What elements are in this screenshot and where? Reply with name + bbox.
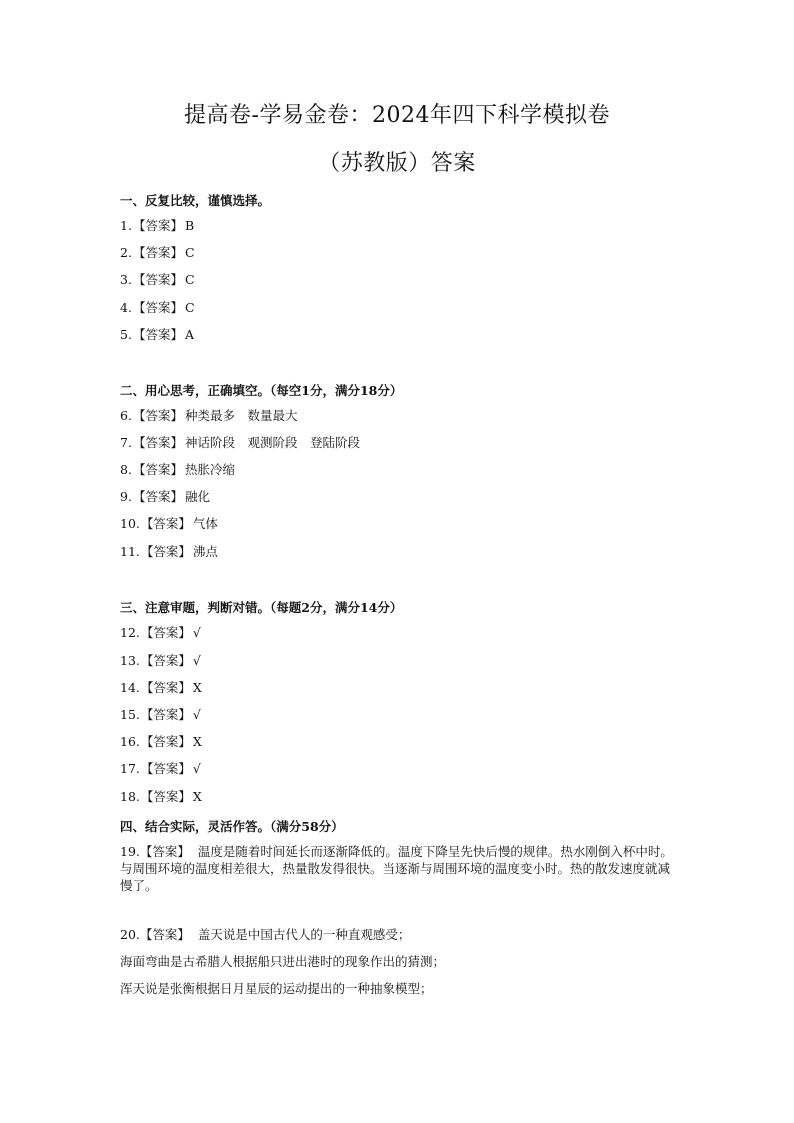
answer-line: 16.【答案】 X	[120, 734, 202, 749]
section-heading-4: 四、结合实际，灵活作答。（满分58分）	[120, 819, 344, 834]
answer-line-20: 20.【答案】 盖天说是中国古代人的一种直观感受；	[120, 927, 411, 942]
section-heading-3: 三、注意审题，判断对错。（每题2分，满分14分）	[120, 600, 403, 615]
answer-line: 9.【答案】 融化	[120, 489, 210, 504]
answer-line: 15.【答案】 √	[120, 707, 201, 722]
answer-line: 6.【答案】 种类最多 数量最大	[120, 408, 298, 423]
answer-line: 18.【答案】 X	[120, 789, 202, 804]
answer-line: 17.【答案】 √	[120, 761, 201, 776]
answer-line: 4.【答案】 C	[120, 300, 195, 315]
answer-line-20b: 海面弯曲是古希腊人根据船只进出港时的现象作出的猜测；	[120, 954, 446, 969]
section-heading-1: 一、反复比较，谨慎选择。	[120, 193, 271, 208]
answer-line-20c: 浑天说是张衡根据日月星辰的运动提出的一种抽象模型；	[120, 981, 433, 996]
answer-line: 5.【答案】 A	[120, 327, 194, 342]
answer-line: 11.【答案】 沸点	[120, 544, 218, 559]
document-subtitle: （苏教版）答案	[318, 151, 476, 176]
answer-line: 2.【答案】 C	[120, 245, 195, 260]
answer-line: 1.【答案】 B	[120, 218, 195, 233]
answer-line: 10.【答案】 气体	[120, 516, 218, 531]
answer-line: 7.【答案】 神话阶段 观测阶段 登陆阶段	[120, 435, 360, 450]
answer-paragraph-19: 19.【答案】 温度是随着时间延长而逐渐降低的。温度下降呈先快后慢的规律。热水刚倒入杯中时。与周围环境的温度相差很大，热量散发得很快。当逐渐与周围环境的温度变小时。热的散发速度就减慢了。	[120, 844, 673, 893]
answer-line: 3.【答案】 C	[120, 272, 195, 287]
answer-line: 8.【答案】 热胀冷缩	[120, 462, 235, 477]
document-title: 提高卷-学易金卷：2024年四下科学模拟卷	[184, 103, 610, 128]
answer-line: 12.【答案】 √	[120, 625, 201, 640]
answer-line: 13.【答案】 √	[120, 653, 201, 668]
section-heading-2: 二、用心思考，正确填空。（每空1分，满分18分）	[120, 383, 403, 398]
answer-line: 14.【答案】 X	[120, 680, 202, 695]
